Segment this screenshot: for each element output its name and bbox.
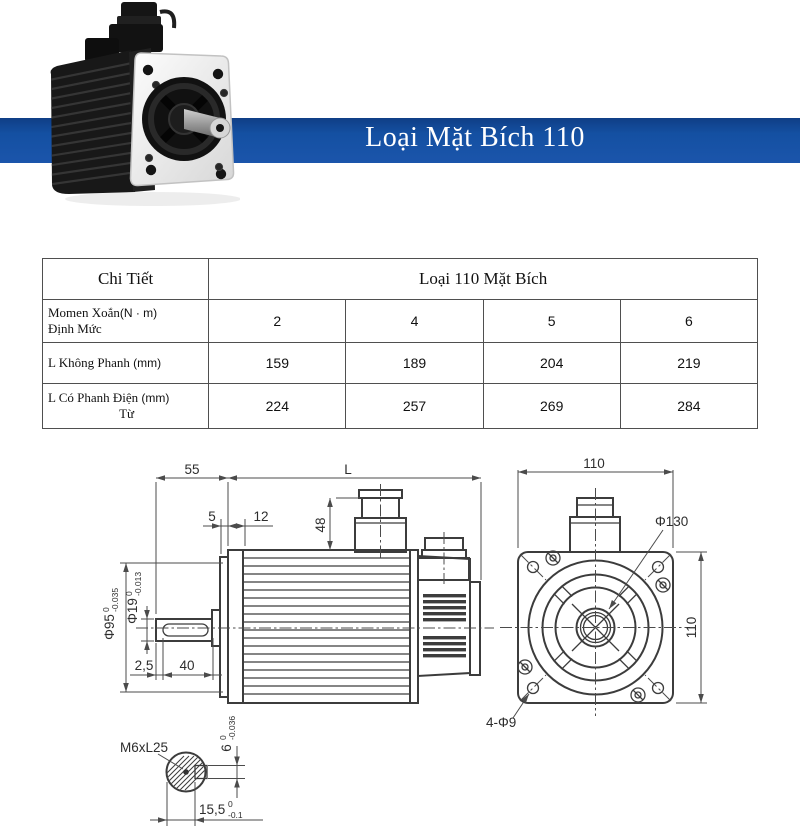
front-view [486,456,707,730]
table-cell: 159 [209,343,346,384]
svg-text:0: 0 [101,607,111,612]
rear-fins [423,594,466,657]
svg-text:0: 0 [218,735,228,740]
technical-drawing [0,430,800,826]
table-cell: 257 [346,384,483,429]
thread-label: M6xL25 [120,740,169,755]
shaft-outline [156,619,212,641]
side-dimensions [101,462,481,692]
dim-2-5: 2,5 [134,658,154,673]
dim-48: 48 [313,517,328,533]
dim-dia95 [101,588,120,640]
svg-text:6: 6 [219,744,234,752]
table-cell: 269 [483,384,620,429]
table-cell: 204 [483,343,620,384]
unit-label: (mm) [133,355,162,370]
table-cell: 284 [620,384,757,429]
dim-dia130: Φ130 [655,514,689,529]
svg-text:Φ19: Φ19 [125,598,140,624]
flange-plate [228,550,243,703]
table-cell: 6 [620,300,757,343]
unit-label: (mm) [141,390,170,405]
table-row-length-nobrake [43,343,758,384]
svg-text:Φ95: Φ95 [102,614,117,640]
m6-tapped-hole [183,769,189,775]
table-cell: 189 [346,343,483,384]
table-cell: 219 [620,343,757,384]
body-fins [244,558,409,694]
dim-40: 40 [179,658,195,673]
encoder-connector [418,532,469,584]
page-title: Loại Mặt Bích 110 [365,122,585,153]
body-end-plate [410,550,418,703]
dim-110-right: 110 [684,616,699,639]
svg-text:0: 0 [124,591,134,596]
front-ring [220,557,228,697]
dim-12: 12 [253,509,269,524]
table-row-torque [43,300,758,343]
keyway-slot [163,624,208,636]
svg-text:-0.036: -0.036 [227,715,237,740]
power-connector [355,484,406,558]
table-row-length-brake [43,384,758,429]
table-cell: 4 [346,300,483,343]
dim-55: 55 [184,462,200,477]
dim-110-top: 110 [583,456,605,471]
dim-key-depth-tol-top: 0 [228,799,233,809]
col-header-chi-tiet: Chi Tiết [43,259,209,300]
row-label-torque: Momen Xoắn(N · m) Định Mức [43,300,209,343]
dim-dia19 [124,572,143,624]
servo-motor-photo [35,0,240,212]
table-cell: 2 [209,300,346,343]
row-label-no-brake: L Không Phanh (mm) [43,343,209,384]
table-header-row [43,259,758,300]
group-header: Loại 110 Mặt Bích [209,259,758,300]
row-label-brake: L Có Phanh Điện (mm) Từ [43,384,209,429]
table-cell: 224 [209,384,346,429]
unit-label: (N · m) [119,305,158,320]
dim-key-depth: 15,5 [199,802,226,817]
dim-L: L [344,462,352,477]
dim-4-dia9: 4-Φ9 [486,715,517,730]
svg-text:-0.035: -0.035 [110,587,120,612]
spec-table [42,258,758,429]
photo-shadow [65,192,240,206]
table-cell: 5 [483,300,620,343]
side-view [101,462,494,703]
dim-5: 5 [208,509,216,524]
finned-body [243,550,410,703]
shaft-detail-view [120,716,263,826]
dim-key-width [218,716,237,752]
svg-text:-0.013: -0.013 [133,571,143,596]
dim-key-depth-tol-bot: -0.1 [228,810,243,820]
